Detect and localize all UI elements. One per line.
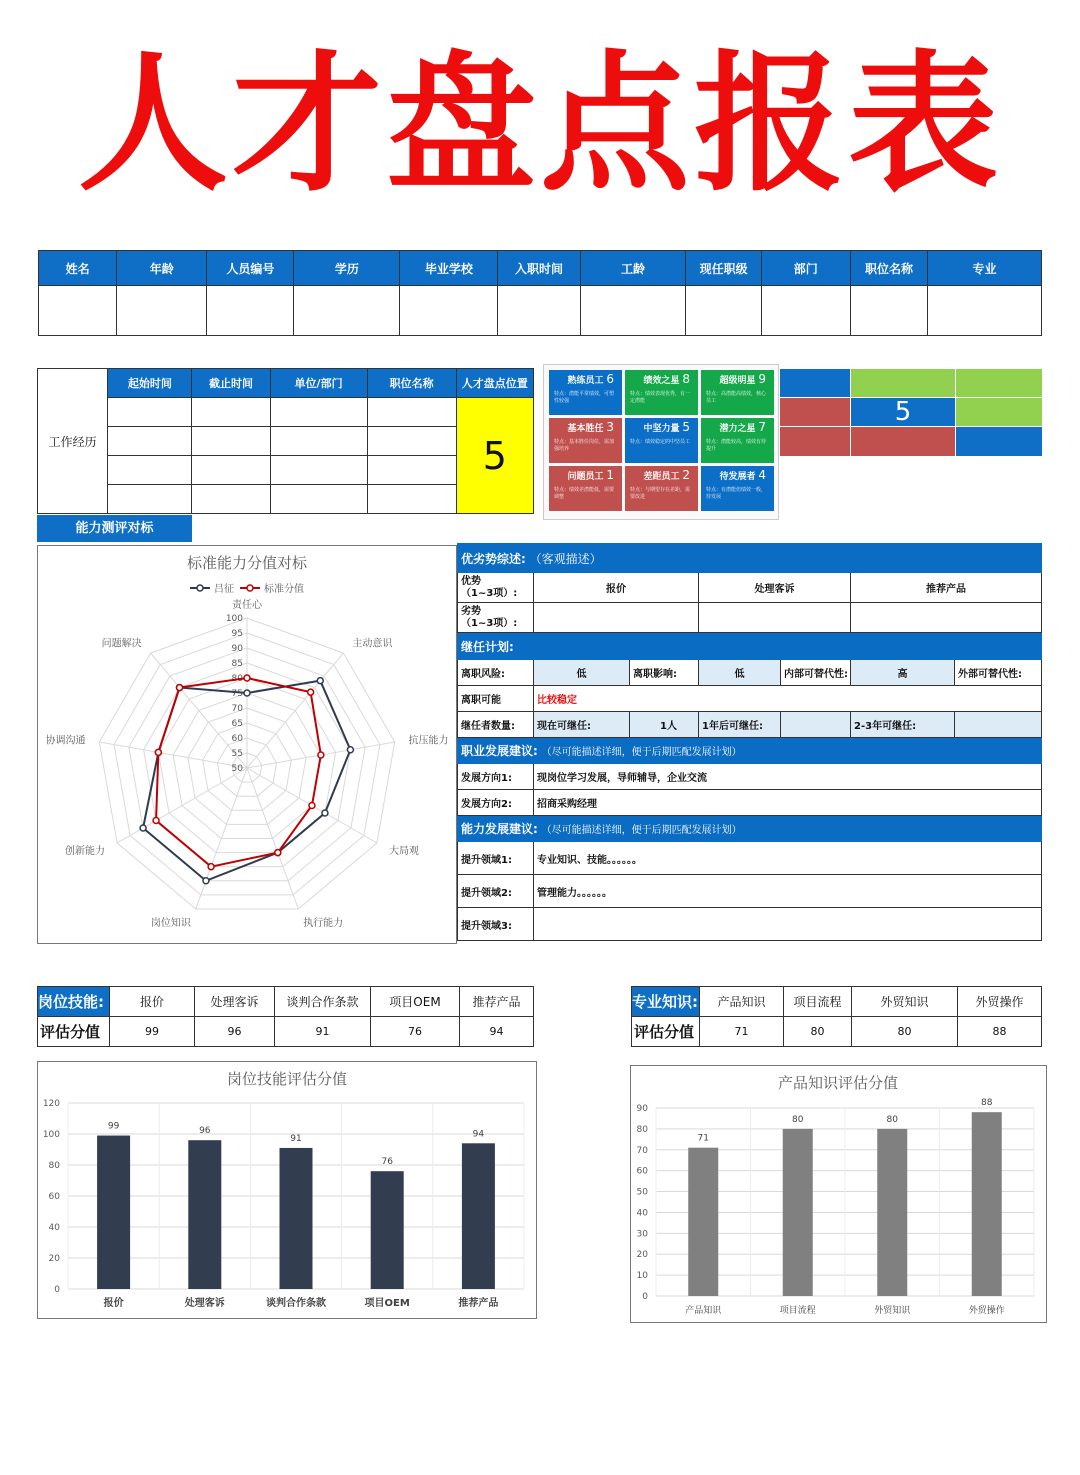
radar-series-0-point	[347, 747, 353, 753]
nine-box-cell-desc: 特点：绩效差潜能低，需要调整	[554, 487, 615, 500]
disadvantage-item[interactable]	[534, 603, 699, 633]
bar-y-tick: 120	[42, 1099, 60, 1109]
skills-label: 岗位技能:	[38, 987, 110, 1017]
bar	[188, 1140, 221, 1289]
bar-category-label: 谈判合作条款	[266, 1298, 326, 1309]
mini-cell-current: 5	[851, 398, 955, 426]
bar-y-tick: 40	[48, 1223, 60, 1233]
bar-category-label: 报价	[103, 1298, 124, 1309]
info-value-cell[interactable]	[400, 286, 498, 336]
bar-y-tick: 0	[642, 1292, 648, 1302]
knowledge-bar-chart-box	[630, 1065, 1047, 1323]
nine-box-cell	[701, 370, 774, 415]
bar	[462, 1143, 495, 1289]
nine-box-cell	[549, 418, 622, 463]
bar-data-label: 96	[199, 1126, 211, 1137]
skills_table-score[interactable]: 76	[371, 1017, 460, 1047]
nine-box-cell-number: 4	[758, 468, 766, 482]
nine-box-cell-number: 8	[682, 372, 690, 386]
personal-info-table	[38, 250, 1042, 336]
knowledge_table-item: 项目流程	[784, 987, 852, 1017]
leave-possibility-label: 离职可能	[458, 686, 534, 712]
work-header-talent-position: 人才盘点位置	[456, 369, 533, 398]
skills-bar-chart	[38, 1062, 536, 1318]
radar-series-1-point	[308, 689, 314, 695]
work-cell[interactable]	[192, 456, 270, 485]
mini-cell	[780, 398, 850, 426]
radar-axis-label: 大局观	[389, 846, 420, 857]
radar-series-1-point	[244, 675, 250, 681]
mini-cell	[780, 369, 850, 397]
radar-tick-label: 70	[231, 704, 243, 714]
info-header-4: 毕业学校	[400, 251, 498, 286]
skills_table-score[interactable]: 91	[275, 1017, 371, 1047]
disadvantage-item[interactable]	[851, 603, 1042, 633]
work-cell[interactable]	[367, 485, 456, 514]
bar	[371, 1171, 404, 1289]
mini-cell	[956, 369, 1042, 397]
radar-series-1-point	[155, 749, 161, 755]
nine-box-cell-name: 问题员工	[567, 472, 604, 482]
skills_table-item: 推荐产品	[460, 987, 534, 1017]
bar-data-label: 91	[290, 1133, 302, 1144]
advantage-item[interactable]: 处理客诉	[699, 573, 851, 603]
leave-impact-value[interactable]: 低	[699, 660, 781, 686]
bar-category-label: 项目OEM	[364, 1298, 410, 1309]
bar-y-tick: 80	[636, 1124, 648, 1135]
bar-data-label: 80	[792, 1114, 804, 1125]
bar-data-label: 99	[107, 1121, 120, 1132]
radar-series-1-point	[275, 850, 281, 856]
bar-chart-title: 岗位技能评估分值	[226, 1070, 348, 1088]
info-value-cell[interactable]	[207, 286, 294, 336]
field-2-value[interactable]: 管理能力。。。。。。	[534, 875, 1042, 908]
legend-marker	[197, 585, 203, 591]
info-header-8: 部门	[761, 251, 850, 286]
bar	[972, 1112, 1002, 1296]
info-value-cell[interactable]	[928, 286, 1042, 336]
work-experience-table	[37, 368, 534, 514]
work-row-label: 工作经历	[38, 369, 108, 514]
nine-box-cell-desc: 特点：有潜能但绩效一般，待发展	[706, 487, 767, 500]
work-cell[interactable]	[108, 427, 192, 456]
work-cell[interactable]	[367, 398, 456, 427]
internal-replace-label: 内部可替代性:	[781, 660, 851, 686]
bar-category-label: 产品知识	[685, 1306, 722, 1316]
radar-series-0-point	[140, 825, 146, 831]
info-header-0: 姓名	[39, 251, 117, 286]
work-header-unit: 单位/部门	[270, 369, 367, 398]
bar-data-label: 94	[472, 1129, 485, 1140]
talent-position-value: 5	[456, 398, 533, 514]
bar	[783, 1129, 813, 1296]
radar-tick-label: 65	[231, 719, 243, 729]
skills-table	[37, 986, 534, 1047]
skills_table-score[interactable]: 96	[195, 1017, 275, 1047]
career-note: （尽可能描述详细，便于后期匹配发展计划）	[541, 747, 742, 758]
internal-replace-value[interactable]: 高	[851, 660, 955, 686]
mini-cell	[956, 427, 1042, 456]
nine-box-cell-number: 6	[606, 372, 614, 386]
radar-series-1-point	[309, 803, 315, 809]
nine-box-cell-number: 9	[758, 372, 766, 386]
bar-data-label: 88	[981, 1098, 993, 1109]
skills_table-item: 处理客诉	[195, 987, 275, 1017]
bar-category-label: 项目流程	[779, 1306, 816, 1316]
work-header-start: 起始时间	[108, 369, 192, 398]
field-2-label: 提升领域2:	[458, 875, 534, 908]
succession-header: 继任计划:	[458, 633, 1042, 660]
legend-marker	[247, 585, 253, 591]
mini-cell	[780, 427, 850, 456]
info-value-cell[interactable]	[686, 286, 761, 336]
nine-box-cell-name: 基本胜任	[567, 424, 604, 434]
direction-1-value[interactable]: 现岗位学习发展，导师辅导，企业交流	[534, 764, 1042, 790]
radar-spoke	[247, 653, 343, 768]
nine-box-grid	[543, 364, 779, 520]
radar-tick-label: 60	[231, 734, 243, 744]
skills-bar-chart-box	[37, 1061, 537, 1319]
knowledge-table	[631, 986, 1042, 1047]
nine-box-cell-number: 1	[606, 468, 614, 482]
nine-box-cell-name: 待发展者	[719, 472, 756, 482]
skills_table-item: 谈判合作条款	[275, 987, 371, 1017]
info-value-cell[interactable]	[580, 286, 686, 336]
bar	[877, 1129, 907, 1296]
disadvantage-item[interactable]	[699, 603, 851, 633]
bar-category-label: 外贸操作	[968, 1306, 1005, 1316]
knowledge_table-item: 产品知识	[700, 987, 784, 1017]
bar-y-tick: 50	[636, 1187, 648, 1198]
skills_table-score[interactable]: 94	[460, 1017, 534, 1047]
radar-axis-label: 创新能力	[64, 846, 105, 857]
bar	[688, 1148, 718, 1296]
nine-box-cell	[701, 418, 774, 463]
skills_table-item: 项目OEM	[371, 987, 460, 1017]
radar-tick-label: 80	[231, 674, 243, 684]
pros-cons-note: （客观描述）	[529, 551, 602, 566]
radar-axis-label: 执行能力	[303, 918, 344, 930]
work-cell[interactable]	[108, 456, 192, 485]
knowledge_table-score[interactable]: 71	[700, 1017, 784, 1047]
radar-series-1-point	[208, 864, 214, 870]
bar-category-label: 推荐产品	[458, 1298, 499, 1309]
nine-box-cell-desc: 特点：高潜能高绩效，核心员工	[706, 391, 767, 404]
bar-y-tick: 60	[636, 1166, 648, 1177]
nine-box-cell-name: 中坚力量	[643, 424, 680, 434]
knowledge_table-score[interactable]: 80	[852, 1017, 958, 1047]
successor-one-year-value[interactable]	[781, 712, 851, 738]
nine-box-cell-desc: 特点：绩效稳定的中坚员工	[630, 439, 691, 445]
work-cell[interactable]	[192, 427, 270, 456]
knowledge_table-score[interactable]: 88	[958, 1017, 1042, 1047]
radar-spoke	[99, 742, 247, 768]
radar-axis-label: 协调沟通	[45, 735, 86, 747]
mini-position-grid	[780, 369, 1041, 456]
bar-y-tick: 30	[636, 1229, 648, 1240]
info-header-5: 入职时间	[498, 251, 580, 286]
radar-axis-label: 问题解决	[101, 638, 142, 650]
leave-possibility-value[interactable]: 比较稳定	[534, 686, 1042, 712]
radar-series-1-point	[177, 685, 183, 691]
info-value-cell[interactable]	[761, 286, 850, 336]
info-header-6: 工龄	[580, 251, 686, 286]
bar-y-tick: 0	[54, 1285, 60, 1295]
knowledge_table-score[interactable]: 80	[784, 1017, 852, 1047]
bar-chart-title: 产品知识评估分值	[777, 1074, 899, 1092]
disadvantage-label: 劣势 （1~3项）:	[458, 603, 534, 633]
field-3-value[interactable]	[534, 908, 1042, 941]
field-3-label: 提升领域3:	[458, 908, 534, 941]
page-title: 人才盘点报表	[77, 38, 1002, 212]
work-cell[interactable]	[108, 485, 192, 514]
direction-2-value[interactable]: 招商采购经理	[534, 790, 1042, 816]
radar-axis-label: 责任心	[232, 600, 262, 611]
radar-series-0-point	[244, 690, 250, 696]
radar-spoke	[117, 768, 247, 843]
radar-title: 标准能力分值对标	[186, 554, 308, 572]
work-cell[interactable]	[367, 427, 456, 456]
bar-data-label: 80	[886, 1114, 898, 1125]
nine-box-cell	[549, 466, 622, 511]
work-header-position: 职位名称	[367, 369, 456, 398]
skills_table-score[interactable]: 99	[110, 1017, 195, 1047]
nine-box-cell	[625, 418, 698, 463]
radar-axis-label: 岗位知识	[150, 918, 191, 930]
knowledge-bar-chart	[631, 1066, 1046, 1322]
legend-label: 吕征	[214, 584, 234, 595]
bar-y-tick: 100	[42, 1130, 60, 1140]
skills-score-label: 评估分值	[38, 1017, 110, 1047]
successor-count-label: 继任者数量:	[458, 712, 534, 738]
nine-box-cell-name: 超级明星	[719, 376, 756, 386]
mini-cell	[956, 398, 1042, 426]
radar-tick-label: 90	[231, 644, 243, 654]
ability-dev-header: 能力发展建议:	[461, 822, 538, 836]
radar-tick-label: 85	[231, 659, 243, 669]
external-replace-label: 外部可替代性:	[955, 660, 1042, 686]
work-cell[interactable]	[108, 398, 192, 427]
nine-box-cell	[549, 370, 622, 415]
work-cell[interactable]	[192, 398, 270, 427]
info-value-cell[interactable]	[117, 286, 207, 336]
bar-y-tick: 40	[636, 1208, 648, 1219]
nine-box-cell-desc: 特点：基本胜任岗位，需加强培养	[554, 439, 615, 452]
mini-cell	[851, 427, 955, 456]
bar-category-label: 处理客诉	[184, 1298, 225, 1309]
field-1-label: 提升领域1:	[458, 842, 534, 875]
work-header-end: 截止时间	[192, 369, 270, 398]
info-header-2: 人员编号	[207, 251, 294, 286]
info-value-cell[interactable]	[39, 286, 117, 336]
nine-box-cell-desc: 特点：潜能较高，绩效有待提升	[706, 439, 767, 452]
nine-box-cell-number: 3	[606, 420, 614, 434]
direction-2-label: 发展方向2:	[458, 790, 534, 816]
leave-impact-label: 离职影响:	[630, 660, 699, 686]
nine-box-cell-desc: 特点：绩效表现优秀，有一定潜能	[630, 391, 691, 404]
work-cell[interactable]	[270, 485, 367, 514]
successor-now-value[interactable]: 1人	[630, 712, 699, 738]
nine-box-cell-desc: 特点：与期望存在差距，需要改进	[630, 487, 691, 500]
knowledge-label: 专业知识:	[632, 987, 700, 1017]
mini-cell	[851, 369, 955, 397]
successor-two-three-label: 2-3年可继任:	[851, 712, 955, 738]
field-1-value[interactable]: 专业知识、技能。。。。。。	[534, 842, 1042, 875]
bar	[280, 1148, 313, 1289]
info-header-10: 专业	[928, 251, 1042, 286]
advantage-item[interactable]: 推荐产品	[851, 573, 1042, 603]
ability-tab[interactable]: 能力测评对标	[37, 515, 192, 542]
radar-chart-box	[37, 545, 457, 944]
leave-risk-value[interactable]: 低	[534, 660, 630, 686]
bar-data-label: 76	[381, 1157, 393, 1168]
work-cell[interactable]	[270, 427, 367, 456]
work-cell[interactable]	[367, 456, 456, 485]
ability-dev-note: （尽可能描述详细，便于后期匹配发展计划）	[541, 825, 742, 836]
knowledge_table-item: 外贸操作	[958, 987, 1042, 1017]
bar-y-tick: 70	[636, 1145, 648, 1156]
nine-box-cell	[625, 466, 698, 511]
leave-risk-label: 离职风险:	[458, 660, 534, 686]
radar-tick-label: 100	[225, 614, 243, 624]
legend-label: 标准分值	[264, 584, 304, 595]
work-cell[interactable]	[270, 456, 367, 485]
work-cell[interactable]	[270, 398, 367, 427]
radar-tick-label: 95	[231, 629, 243, 639]
nine-box-cell	[625, 370, 698, 415]
info-header-9: 职位名称	[850, 251, 927, 286]
radar-tick-label: 75	[231, 689, 243, 699]
bar-category-label: 外贸知识	[874, 1306, 911, 1316]
info-value-cell[interactable]	[498, 286, 580, 336]
info-header-1: 年龄	[117, 251, 207, 286]
knowledge_table-item: 外贸知识	[852, 987, 958, 1017]
info-value-cell[interactable]	[294, 286, 400, 336]
nine-box-cell-name: 潜力之星	[719, 424, 756, 434]
radar-tick-label: 50	[231, 764, 243, 774]
radar-series-1-point	[318, 752, 324, 758]
nine-box-cell-number: 7	[758, 420, 766, 434]
bar-y-tick: 20	[636, 1250, 648, 1261]
nine-box-cell	[701, 466, 774, 511]
nine-box-cell-number: 2	[682, 468, 690, 482]
radar-tick-label: 55	[231, 749, 243, 759]
radar-series-0-point	[317, 678, 323, 684]
radar-chart	[38, 546, 456, 943]
advantage-item[interactable]: 报价	[534, 573, 699, 603]
bar	[97, 1136, 130, 1289]
skills_table-item: 报价	[110, 987, 195, 1017]
bar-y-tick: 10	[636, 1271, 648, 1282]
nine-box-cell-name: 差距员工	[643, 472, 680, 482]
radar-series-1-point	[153, 818, 159, 824]
successor-one-year-label: 1年后可继任:	[699, 712, 781, 738]
bar-data-label: 71	[697, 1133, 709, 1144]
nine-box-cell-name: 绩效之星	[643, 376, 680, 386]
bar-y-tick: 90	[636, 1104, 648, 1114]
bar-y-tick: 20	[48, 1254, 60, 1264]
radar-series-0-point	[203, 878, 209, 884]
advantage-label: 优势 （1~3项）:	[458, 573, 534, 603]
info-header-7: 现任职级	[686, 251, 761, 286]
direction-1-label: 发展方向1:	[458, 764, 534, 790]
info-value-cell[interactable]	[850, 286, 927, 336]
evaluation-table	[457, 543, 1042, 941]
radar-axis-label: 主动意识	[352, 638, 393, 650]
info-header-3: 学历	[294, 251, 400, 286]
nine-box-cell-name: 熟练员工	[567, 376, 604, 386]
bar-y-tick: 80	[48, 1161, 60, 1171]
pros-cons-header: 优劣势综述:	[461, 551, 526, 566]
successor-two-three-value[interactable]	[955, 712, 1042, 738]
radar-axis-label: 抗压能力	[408, 735, 449, 747]
nine-box-cell-desc: 特点：潜能平常绩效，可塑性较强	[554, 391, 615, 404]
radar-series-0-point	[322, 810, 328, 816]
career-header: 职业发展建议:	[461, 744, 538, 758]
work-cell[interactable]	[192, 485, 270, 514]
nine-box-cell-number: 5	[682, 420, 690, 434]
bar-y-tick: 60	[48, 1192, 60, 1202]
knowledge-score-label: 评估分值	[632, 1017, 700, 1047]
successor-now-label: 现在可继任:	[534, 712, 630, 738]
